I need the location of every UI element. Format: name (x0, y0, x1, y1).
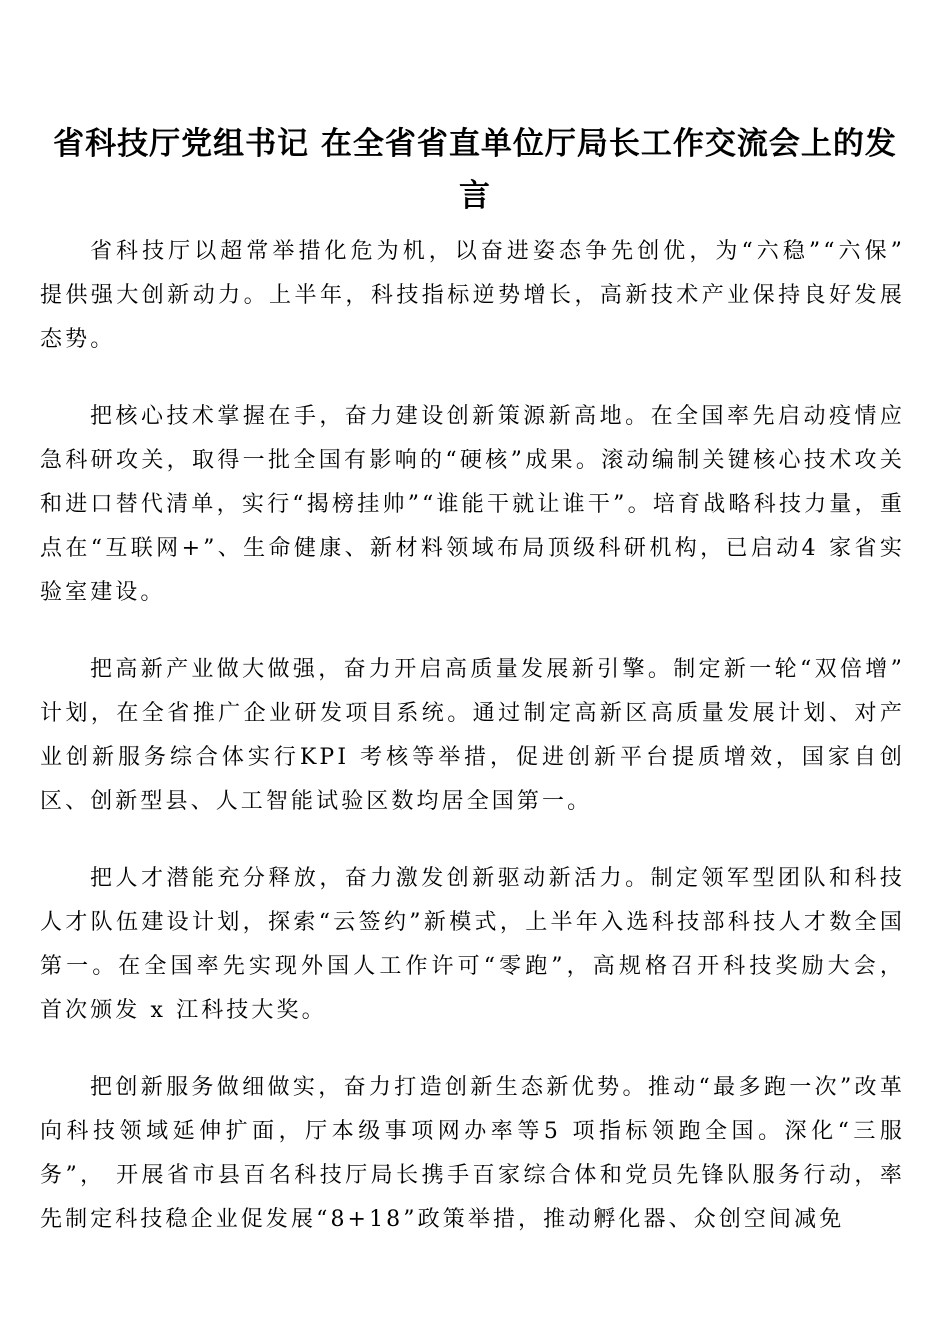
document-body (40, 230, 905, 1275)
document-title: 省科技厅党组书记 在全省省直单位厅局长工作交流会上的发言 (53, 126, 897, 214)
paragraph-intro: 省科技厅以超常举措化危为机，以奋进姿态争先创优，为“六稳”“六保” 提供强大创新动力。上半年，科技指标逆势增长，高新技术产业保持良好发展态势。 (40, 239, 905, 352)
paragraph-talent: 把人才潜能充分释放，奋力激发创新驱动新活力。制定领军型团队和科技人才队伍建设计划，探索“云签约”新模式，上半年入选科技部科技人才数全国第一。在全国率先实现外国人工作许可“零跑”，高规格召开科技奖励大会， 首次颁发 x 江科技大奖。 (40, 866, 905, 1023)
paragraph-core-technology: 把核心技术掌握在手，奋力建设创新策源新高地。在全国率先启动疫情应 急科研攻关，取得一批全国有影响的“硬核”成果。滚动编制关键核心技术攻关和进口替代清单，实行“揭榜挂帅”“谁能干就让谁干”。培育战略科技力量，重点在“互联网+”、生命健康、新材料领域布局顶级科研机构，已启动4 家省实验室建设。 (40, 404, 905, 605)
paragraph-high-tech-industry: 把高新产业做大做强，奋力开启高质量发展新引擎。制定新一轮“双倍增” 计划，在全省推广企业研发项目系统。通过制定高新区高质量发展计划、对产业创新服务综合体实行KPI 考核等举措，促进创新平台提质增效，国家自创区、创新型县、人工智能试验区数均居全国第一。 (40, 657, 905, 814)
paragraph-innovation-service: 把创新服务做细做实，奋力打造创新生态新优势。推动“最多跑一次”改革向科技领域延伸扩面，厅本级事项网办率等5 项指标领跑全国。深化“三服务”， 开展省市县百名科技厅局长携手百家综合体和党员先锋队服务行动，率先制定科技稳企业促发展“8+18”政策举措，推动孵化器、众创空间减免 (40, 1075, 905, 1232)
